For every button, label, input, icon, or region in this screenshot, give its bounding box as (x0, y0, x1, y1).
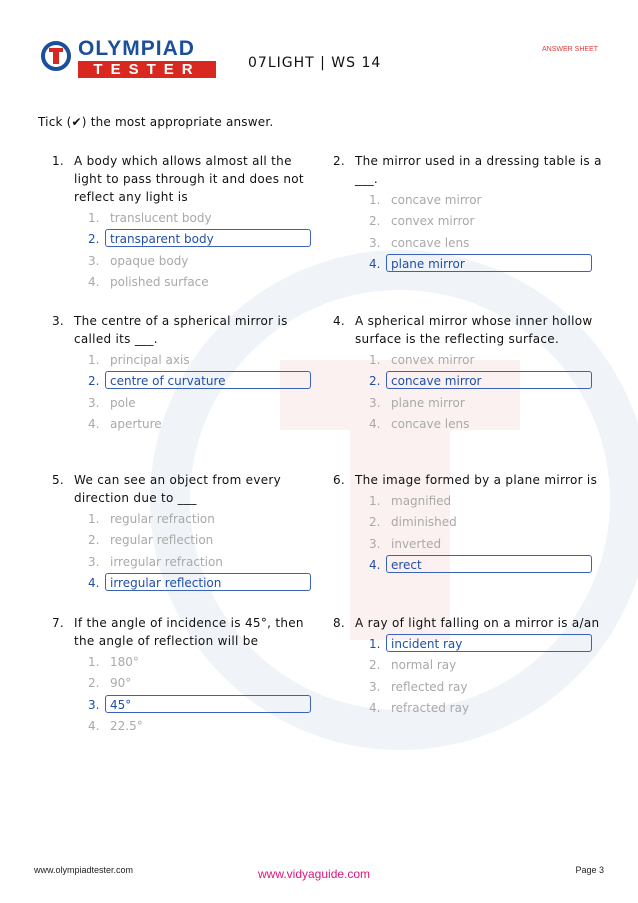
question-body: The centre of a spherical mirror is called its ___. (74, 314, 288, 346)
option-number: 3. (369, 536, 381, 551)
question-body: A ray of light falling on a mirror is a/an (355, 616, 600, 630)
option-number: 2. (369, 214, 381, 229)
option-label: regular refraction (110, 512, 215, 526)
option-item[interactable] (52, 674, 322, 692)
option-number: 3. (369, 679, 381, 694)
answer-highlight-box (386, 634, 592, 652)
option-label: pole (110, 395, 136, 410)
option-label: plane mirror (391, 257, 465, 272)
options-list (333, 492, 603, 574)
logo-text-olympiad: OLYMPIAD (78, 37, 195, 60)
page-title: 07LIGHT | WS 14 (248, 55, 382, 71)
option-number: 2. (88, 374, 100, 389)
logo-emblem-icon (40, 40, 72, 72)
option-number: 1. (369, 193, 381, 207)
option-number: 2. (88, 533, 100, 548)
option-item[interactable] (52, 252, 322, 270)
options-list (52, 653, 322, 735)
option-label: magnified (391, 494, 452, 508)
option-label: irregular reflection (110, 576, 222, 591)
option-item[interactable] (52, 717, 322, 735)
option-number: 4. (88, 275, 100, 290)
question-number: 5. (52, 473, 65, 487)
question-4 (333, 312, 603, 437)
question-text (52, 152, 322, 206)
option-item[interactable] (52, 351, 322, 369)
option-number: 3. (369, 395, 381, 410)
question-3 (52, 312, 322, 437)
option-label: normal ray (391, 658, 457, 673)
instruction-text: Tick (✔) the most appropriate answer. (38, 115, 274, 129)
option-number: 1. (88, 353, 100, 367)
option-label: reflected ray (391, 679, 468, 694)
option-number: 4. (88, 576, 100, 591)
option-label: transparent body (110, 232, 214, 247)
answer-sheet-label: ANSWER SHEET (541, 46, 598, 53)
option-item[interactable] (52, 273, 322, 291)
option-label: concave mirror (391, 193, 482, 207)
option-label: concave lens (391, 417, 470, 432)
page-number: Page 3 (575, 865, 604, 875)
question-number: 3. (52, 314, 65, 328)
option-label: opaque body (110, 253, 189, 268)
question-number: 1. (52, 154, 65, 168)
logo-text-tester: TESTER (78, 61, 216, 78)
option-number: 3. (88, 253, 100, 268)
option-label: translucent body (110, 211, 212, 225)
option-label: inverted (391, 536, 442, 551)
options-list (333, 351, 603, 433)
option-label: diminished (391, 515, 457, 530)
option-correct-answer[interactable] (333, 255, 603, 273)
question-7 (52, 614, 322, 739)
question-text (52, 312, 322, 348)
option-label: incident ray (391, 637, 463, 651)
option-item[interactable] (52, 653, 322, 671)
option-item[interactable] (52, 209, 322, 227)
option-label: 180° (110, 655, 139, 669)
question-text (333, 152, 603, 188)
option-number: 2. (88, 676, 100, 691)
option-label: convex mirror (391, 214, 475, 229)
option-label: erect (391, 558, 422, 573)
option-number: 3. (369, 235, 381, 250)
option-item[interactable] (333, 678, 603, 696)
footer-website-link[interactable]: www.olympiadtester.com (34, 865, 134, 875)
option-item[interactable] (333, 394, 603, 412)
question-number: 2. (333, 154, 346, 168)
option-item[interactable] (333, 415, 603, 433)
option-label: concave mirror (391, 374, 482, 389)
option-item[interactable] (52, 531, 322, 549)
answer-highlight-box (386, 254, 592, 272)
option-correct-answer[interactable] (333, 556, 603, 574)
option-number: 3. (88, 697, 100, 712)
option-number: 1. (88, 655, 100, 669)
question-body: If the angle of incidence is 45°, then the angle of reflection will be (74, 616, 304, 648)
answer-highlight-box (386, 555, 592, 573)
options-list (52, 510, 322, 592)
answer-highlight-box (105, 371, 311, 389)
option-item[interactable] (52, 553, 322, 571)
option-number: 4. (369, 558, 381, 573)
options-list (52, 209, 322, 291)
options-list (333, 191, 603, 273)
option-item[interactable] (333, 656, 603, 674)
option-number: 1. (369, 637, 381, 651)
question-5 (52, 471, 322, 596)
option-correct-answer[interactable] (333, 372, 603, 390)
option-label: regular reflection (110, 533, 214, 548)
option-label: principal axis (110, 353, 190, 367)
option-number: 2. (369, 374, 381, 389)
answer-highlight-box (386, 371, 592, 389)
question-1 (52, 152, 322, 295)
question-body: We can see an object from every direction due to ___ (74, 473, 282, 505)
question-number: 4. (333, 314, 346, 328)
option-item[interactable] (333, 699, 603, 717)
option-label: aperture (110, 417, 162, 432)
answer-highlight-box (105, 229, 311, 247)
option-item[interactable] (333, 535, 603, 553)
question-8 (333, 614, 603, 721)
option-number: 1. (369, 353, 381, 367)
option-number: 2. (88, 232, 100, 247)
question-text (333, 614, 603, 632)
option-correct-answer[interactable] (52, 230, 322, 248)
question-body: The image formed by a plane mirror is (355, 473, 598, 487)
option-item[interactable] (52, 415, 322, 433)
option-number: 4. (369, 417, 381, 432)
question-text (52, 471, 322, 507)
question-6 (333, 471, 603, 578)
option-item[interactable] (333, 212, 603, 230)
answer-highlight-box (105, 573, 311, 591)
options-list (52, 351, 322, 433)
option-correct-answer[interactable] (333, 635, 603, 653)
option-item[interactable] (333, 513, 603, 531)
option-label: polished surface (110, 275, 209, 290)
question-text (333, 312, 603, 348)
option-number: 1. (369, 494, 381, 508)
question-text (333, 471, 603, 489)
option-number: 3. (88, 395, 100, 410)
question-number: 6. (333, 473, 346, 487)
answer-highlight-box (105, 695, 311, 713)
option-label: convex mirror (391, 353, 475, 367)
option-number: 1. (88, 211, 100, 225)
footer-vidyaguide-link[interactable]: www.vidyaguide.com (258, 867, 371, 881)
option-correct-answer[interactable] (52, 574, 322, 592)
question-text (52, 614, 322, 650)
option-item[interactable] (52, 510, 322, 528)
option-number: 4. (88, 417, 100, 432)
option-number: 2. (369, 658, 381, 673)
option-label: concave lens (391, 235, 470, 250)
question-body: A spherical mirror whose inner hollow surface is the reflecting surface. (355, 314, 593, 346)
option-number: 4. (88, 719, 100, 734)
option-label: 45° (110, 697, 132, 712)
option-number: 4. (369, 257, 381, 272)
option-item[interactable] (333, 191, 603, 209)
option-label: 90° (110, 676, 132, 691)
option-number: 3. (88, 554, 100, 569)
olympiad-tester-logo (40, 36, 201, 86)
option-correct-answer[interactable] (52, 372, 322, 390)
question-number: 8. (333, 616, 346, 630)
option-item[interactable] (333, 492, 603, 510)
option-label: irregular refraction (110, 554, 223, 569)
question-body: The mirror used in a dressing table is a ___. (355, 154, 602, 186)
option-number: 2. (369, 515, 381, 530)
option-label: refracted ray (391, 701, 470, 716)
options-list (333, 635, 603, 717)
option-number: 4. (369, 701, 381, 716)
option-correct-answer[interactable] (52, 696, 322, 714)
question-body: A body which allows almost all the light to pass through it and does not reflect any light is (74, 154, 304, 204)
question-2 (333, 152, 603, 277)
option-item[interactable] (333, 351, 603, 369)
option-number: 1. (88, 512, 100, 526)
option-item[interactable] (52, 394, 322, 412)
option-label: centre of curvature (110, 374, 226, 389)
question-number: 7. (52, 616, 65, 630)
option-label: 22.5° (110, 719, 143, 734)
option-item[interactable] (333, 234, 603, 252)
option-label: plane mirror (391, 395, 465, 410)
